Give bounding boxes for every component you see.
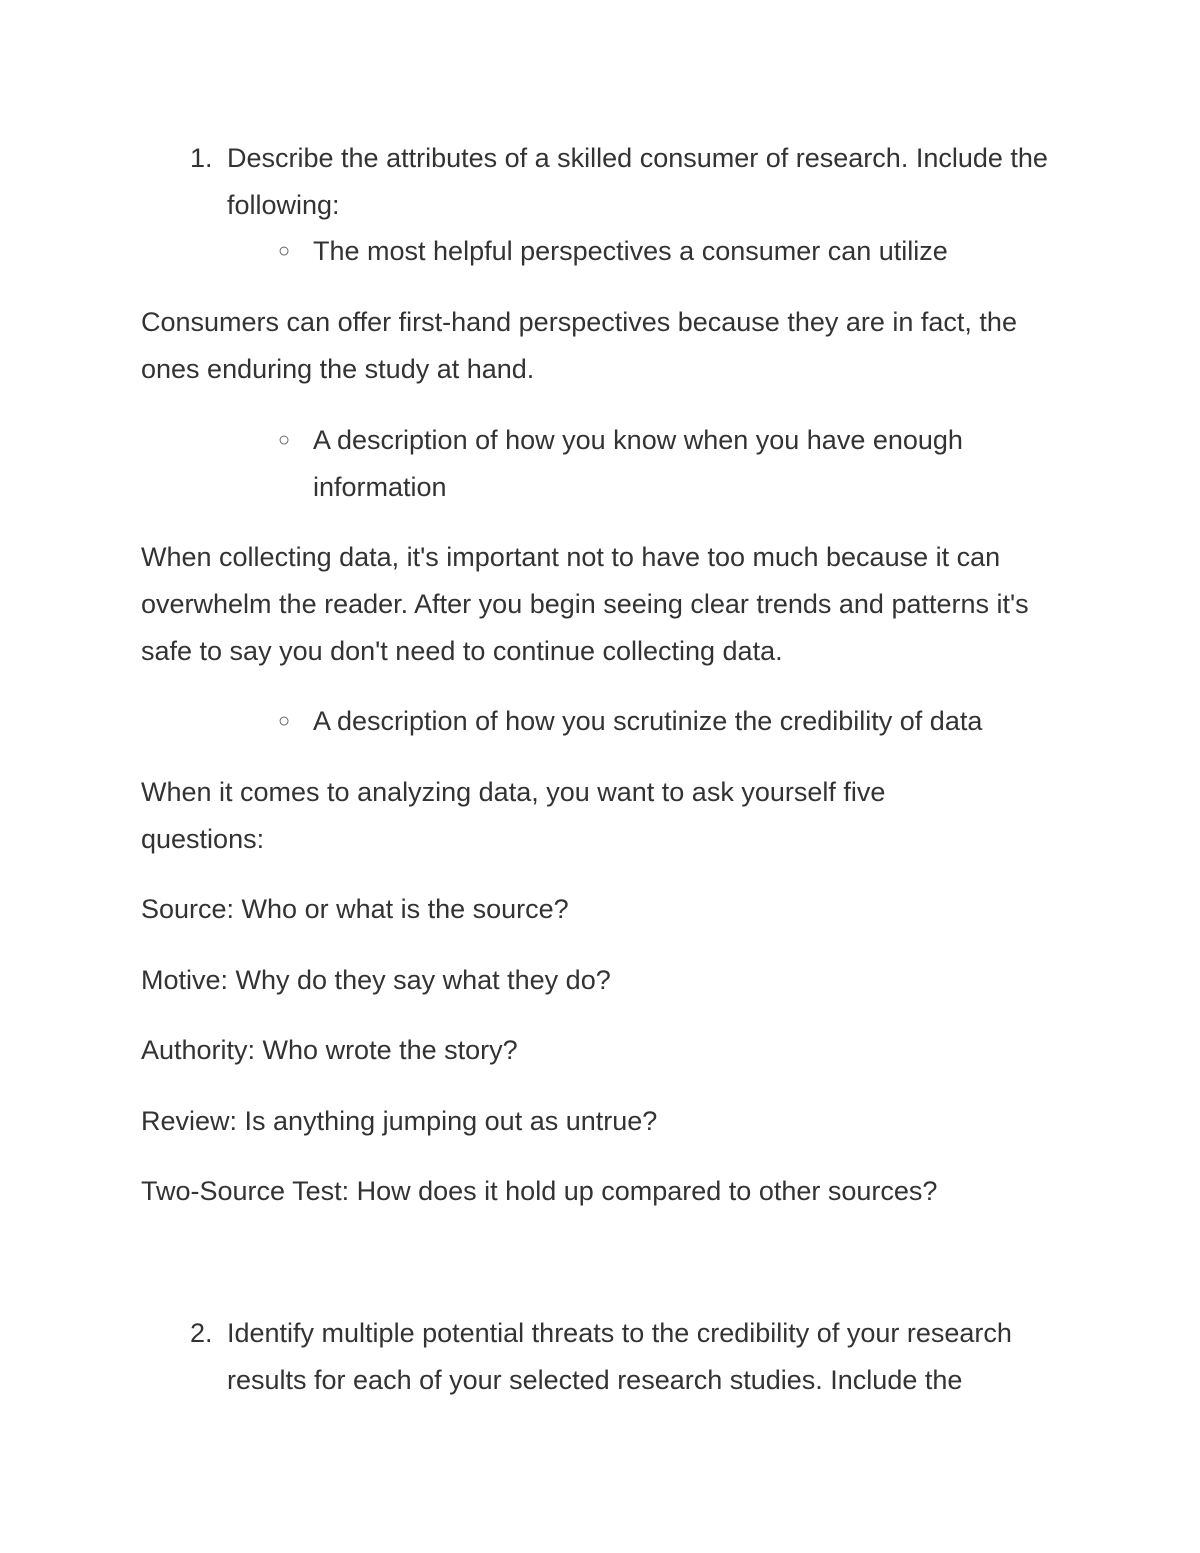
question-source: Source: Who or what is the source? [141,894,569,924]
answer-credibility-intro: When it comes to analyzing data, you want to ask yourself five questions: [141,777,886,854]
question-1-number: 1. [190,143,213,173]
question-motive: Motive: Why do they say what they do? [141,965,611,995]
question-2-number: 2. [190,1318,213,1348]
question-1-text: Describe the attributes of a skilled consumer of research. Include the following: [227,143,1048,220]
question-2 [190,1310,1070,1404]
bullet-credibility-text: A description of how you scrutinize the credibility of data [313,706,983,736]
question-review: Review: Is anything jumping out as untrue? [141,1106,658,1136]
question-two-source-test: Two-Source Test: How does it hold up compared to other sources? [141,1176,938,1206]
bullet-enough-info-text: A description of how you know when you have enough information [313,425,963,502]
question-1 [190,135,1070,229]
question-2-text: Identify multiple potential threats to the credibility of your research results for each of your selected research studies. Include the [227,1318,1012,1395]
bullet-perspectives-text: The most helpful perspectives a consumer can utilize [313,236,948,266]
answer-enough-info: When collecting data, it's important not to have too much because it can overwhelm the reader. After you begin seeing clear trends and patterns it's safe to say you don't need to continue collecting data. [141,542,1029,666]
bullet-perspectives [278,228,1048,275]
hollow-circle-bullet-icon: ○ [278,429,291,451]
bullet-credibility [278,698,1048,745]
answer-perspectives: Consumers can offer first-hand perspectives because they are in fact, the ones enduring the study at hand. [141,307,1017,384]
question-authority: Authority: Who wrote the story? [141,1035,518,1065]
hollow-circle-bullet-icon: ○ [278,710,291,732]
bullet-enough-info [278,417,1048,511]
hollow-circle-bullet-icon: ○ [278,240,291,262]
